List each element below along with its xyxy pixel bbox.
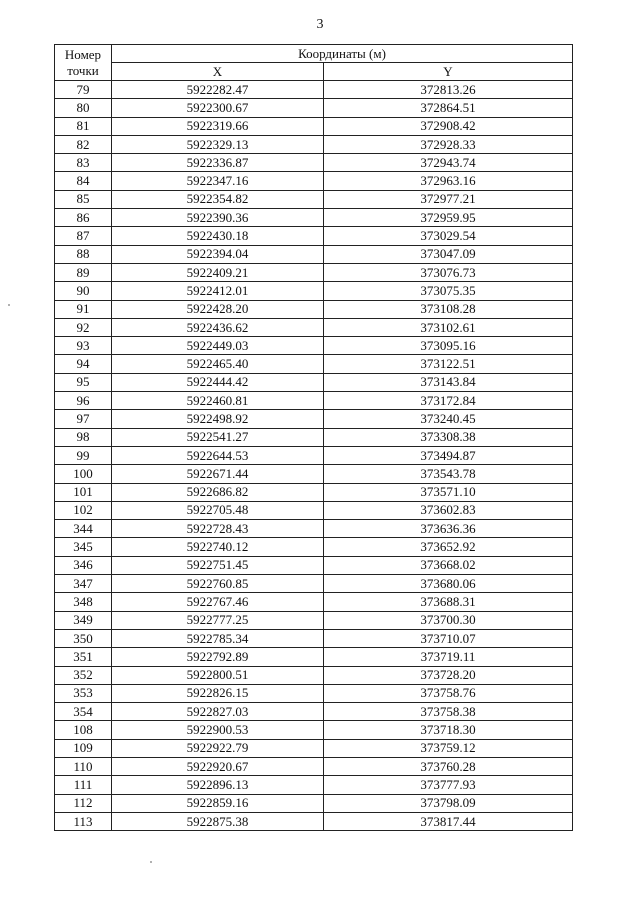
x-coordinate-cell: 5922347.16 (112, 172, 324, 190)
point-number-header-line1: Номер (64, 46, 102, 62)
y-coordinate-cell: 373308.38 (324, 428, 573, 446)
table-row (55, 611, 573, 629)
y-coordinate-cell: 373719.11 (324, 648, 573, 666)
table-row (55, 739, 573, 757)
x-coordinate-cell: 5922826.15 (112, 684, 324, 702)
y-coordinate-cell: 373172.84 (324, 392, 573, 410)
point-number-cell: 352 (55, 666, 112, 684)
x-coordinate-cell: 5922740.12 (112, 538, 324, 556)
x-coordinate-cell: 5922785.34 (112, 629, 324, 647)
point-number-cell: 91 (55, 300, 112, 318)
scan-speck (8, 304, 10, 306)
y-coordinate-cell: 373710.07 (324, 629, 573, 647)
coordinates-table (54, 44, 573, 831)
scan-speck (150, 861, 152, 863)
x-coordinate-cell: 5922449.03 (112, 337, 324, 355)
table-row (55, 501, 573, 519)
x-coordinate-cell: 5922859.16 (112, 794, 324, 812)
point-number-cell: 85 (55, 190, 112, 208)
table-row (55, 263, 573, 281)
y-coordinate-cell: 372959.95 (324, 209, 573, 227)
table-row (55, 629, 573, 647)
y-coordinate-cell: 373122.51 (324, 355, 573, 373)
x-coordinate-cell: 5922792.89 (112, 648, 324, 666)
point-number-cell: 83 (55, 154, 112, 172)
x-coordinate-cell: 5922430.18 (112, 227, 324, 245)
y-coordinate-cell: 373777.93 (324, 776, 573, 794)
point-number-cell: 354 (55, 703, 112, 721)
point-number-cell: 99 (55, 446, 112, 464)
y-coordinate-cell: 372977.21 (324, 190, 573, 208)
table-row (55, 209, 573, 227)
y-coordinate-cell: 373668.02 (324, 556, 573, 574)
x-coordinate-cell: 5922541.27 (112, 428, 324, 446)
point-number-cell: 80 (55, 99, 112, 117)
point-number-cell: 95 (55, 373, 112, 391)
table-row (55, 446, 573, 464)
x-coordinate-cell: 5922436.62 (112, 318, 324, 336)
y-coordinate-cell: 372864.51 (324, 99, 573, 117)
point-number-cell: 345 (55, 538, 112, 556)
x-coordinate-cell: 5922390.36 (112, 209, 324, 227)
table-header (55, 45, 573, 81)
y-coordinate-cell: 373102.61 (324, 318, 573, 336)
y-coordinate-cell: 373029.54 (324, 227, 573, 245)
point-number-cell: 347 (55, 575, 112, 593)
x-coordinate-cell: 5922498.92 (112, 410, 324, 428)
point-number-header (55, 45, 112, 81)
table-row (55, 373, 573, 391)
point-number-cell: 97 (55, 410, 112, 428)
y-coordinate-cell: 372813.26 (324, 81, 573, 99)
x-coordinate-cell: 5922354.82 (112, 190, 324, 208)
point-number-cell: 112 (55, 794, 112, 812)
point-number-cell: 348 (55, 593, 112, 611)
y-coordinate-cell: 372943.74 (324, 154, 573, 172)
table-row (55, 172, 573, 190)
point-number-cell: 111 (55, 776, 112, 794)
y-coordinate-cell: 373494.87 (324, 446, 573, 464)
table-row (55, 684, 573, 702)
x-coordinate-cell: 5922644.53 (112, 446, 324, 464)
y-coordinate-cell: 373728.20 (324, 666, 573, 684)
table-row (55, 776, 573, 794)
point-number-cell: 88 (55, 245, 112, 263)
x-coordinate-cell: 5922300.67 (112, 99, 324, 117)
y-coordinate-cell: 373543.78 (324, 465, 573, 483)
table-row (55, 81, 573, 99)
y-coordinate-cell: 373680.06 (324, 575, 573, 593)
point-number-cell: 350 (55, 629, 112, 647)
y-coordinate-cell: 373571.10 (324, 483, 573, 501)
table-row (55, 282, 573, 300)
y-coordinate-cell: 373798.09 (324, 794, 573, 812)
y-coordinate-cell: 372928.33 (324, 135, 573, 153)
x-coordinate-cell: 5922444.42 (112, 373, 324, 391)
y-coordinate-cell: 373817.44 (324, 812, 573, 830)
table-row (55, 538, 573, 556)
y-coordinate-cell: 373108.28 (324, 300, 573, 318)
point-number-cell: 102 (55, 501, 112, 519)
point-number-cell: 113 (55, 812, 112, 830)
y-coordinate-cell: 373758.38 (324, 703, 573, 721)
y-coordinate-cell: 373143.84 (324, 373, 573, 391)
x-coordinate-cell: 5922428.20 (112, 300, 324, 318)
point-number-cell: 93 (55, 337, 112, 355)
x-coordinate-cell: 5922900.53 (112, 721, 324, 739)
x-coordinate-cell: 5922751.45 (112, 556, 324, 574)
point-number-cell: 346 (55, 556, 112, 574)
x-coordinate-cell: 5922394.04 (112, 245, 324, 263)
y-coordinate-cell: 373718.30 (324, 721, 573, 739)
x-coordinate-cell: 5922460.81 (112, 392, 324, 410)
y-coordinate-cell: 373759.12 (324, 739, 573, 757)
x-coordinate-cell: 5922319.66 (112, 117, 324, 135)
table-row (55, 410, 573, 428)
table-row (55, 520, 573, 538)
x-coordinate-cell: 5922705.48 (112, 501, 324, 519)
table-row (55, 703, 573, 721)
x-coordinate-cell: 5922760.85 (112, 575, 324, 593)
x-coordinate-cell: 5922465.40 (112, 355, 324, 373)
y-coordinate-cell: 372963.16 (324, 172, 573, 190)
point-number-cell: 87 (55, 227, 112, 245)
table-row (55, 593, 573, 611)
point-number-cell: 81 (55, 117, 112, 135)
x-column-header: X (112, 63, 324, 81)
point-number-cell: 349 (55, 611, 112, 629)
x-coordinate-cell: 5922409.21 (112, 263, 324, 281)
point-number-cell: 89 (55, 263, 112, 281)
table-row (55, 648, 573, 666)
table-row (55, 812, 573, 830)
table-row (55, 392, 573, 410)
table-row (55, 245, 573, 263)
x-coordinate-cell: 5922686.82 (112, 483, 324, 501)
point-number-cell: 84 (55, 172, 112, 190)
point-number-cell: 353 (55, 684, 112, 702)
x-coordinate-cell: 5922922.79 (112, 739, 324, 757)
table-row (55, 355, 573, 373)
table-body (55, 81, 573, 831)
y-coordinate-cell: 373760.28 (324, 757, 573, 775)
y-coordinate-cell: 373700.30 (324, 611, 573, 629)
y-coordinate-cell: 372908.42 (324, 117, 573, 135)
y-coordinate-cell: 373688.31 (324, 593, 573, 611)
point-number-cell: 82 (55, 135, 112, 153)
point-number-cell: 109 (55, 739, 112, 757)
point-number-cell: 108 (55, 721, 112, 739)
table-row (55, 190, 573, 208)
table-row (55, 337, 573, 355)
point-number-cell: 100 (55, 465, 112, 483)
x-coordinate-cell: 5922767.46 (112, 593, 324, 611)
y-coordinate-cell: 373095.16 (324, 337, 573, 355)
table-row (55, 318, 573, 336)
point-number-cell: 86 (55, 209, 112, 227)
x-coordinate-cell: 5922671.44 (112, 465, 324, 483)
x-coordinate-cell: 5922336.87 (112, 154, 324, 172)
y-coordinate-cell: 373076.73 (324, 263, 573, 281)
table-row (55, 117, 573, 135)
point-number-cell: 94 (55, 355, 112, 373)
x-coordinate-cell: 5922896.13 (112, 776, 324, 794)
x-coordinate-cell: 5922875.38 (112, 812, 324, 830)
table-row (55, 794, 573, 812)
table-row (55, 300, 573, 318)
table-row (55, 428, 573, 446)
point-number-cell: 110 (55, 757, 112, 775)
y-coordinate-cell: 373652.92 (324, 538, 573, 556)
point-number-cell: 90 (55, 282, 112, 300)
x-coordinate-cell: 5922282.47 (112, 81, 324, 99)
x-coordinate-cell: 5922412.01 (112, 282, 324, 300)
point-number-cell: 92 (55, 318, 112, 336)
y-coordinate-cell: 373758.76 (324, 684, 573, 702)
table-row (55, 465, 573, 483)
table-row (55, 721, 573, 739)
point-number-cell: 96 (55, 392, 112, 410)
table-row (55, 757, 573, 775)
x-coordinate-cell: 5922728.43 (112, 520, 324, 538)
table-row (55, 666, 573, 684)
coordinates-header: Координаты (м) (112, 45, 573, 63)
y-coordinate-cell: 373602.83 (324, 501, 573, 519)
table-row (55, 99, 573, 117)
x-coordinate-cell: 5922827.03 (112, 703, 324, 721)
point-number-cell: 98 (55, 428, 112, 446)
page-number: 3 (316, 17, 324, 32)
table-row (55, 135, 573, 153)
table-row (55, 483, 573, 501)
x-coordinate-cell: 5922800.51 (112, 666, 324, 684)
x-coordinate-cell: 5922920.67 (112, 757, 324, 775)
table-row (55, 556, 573, 574)
y-coordinate-cell: 373075.35 (324, 282, 573, 300)
table-row (55, 154, 573, 172)
y-column-header: Y (324, 63, 573, 81)
x-coordinate-cell: 5922329.13 (112, 135, 324, 153)
point-number-header-line2: точки (67, 62, 99, 78)
point-number-cell: 344 (55, 520, 112, 538)
y-coordinate-cell: 373240.45 (324, 410, 573, 428)
table-row (55, 575, 573, 593)
y-coordinate-cell: 373636.36 (324, 520, 573, 538)
y-coordinate-cell: 373047.09 (324, 245, 573, 263)
table-row (55, 227, 573, 245)
point-number-cell: 79 (55, 81, 112, 99)
point-number-cell: 101 (55, 483, 112, 501)
x-coordinate-cell: 5922777.25 (112, 611, 324, 629)
point-number-cell: 351 (55, 648, 112, 666)
